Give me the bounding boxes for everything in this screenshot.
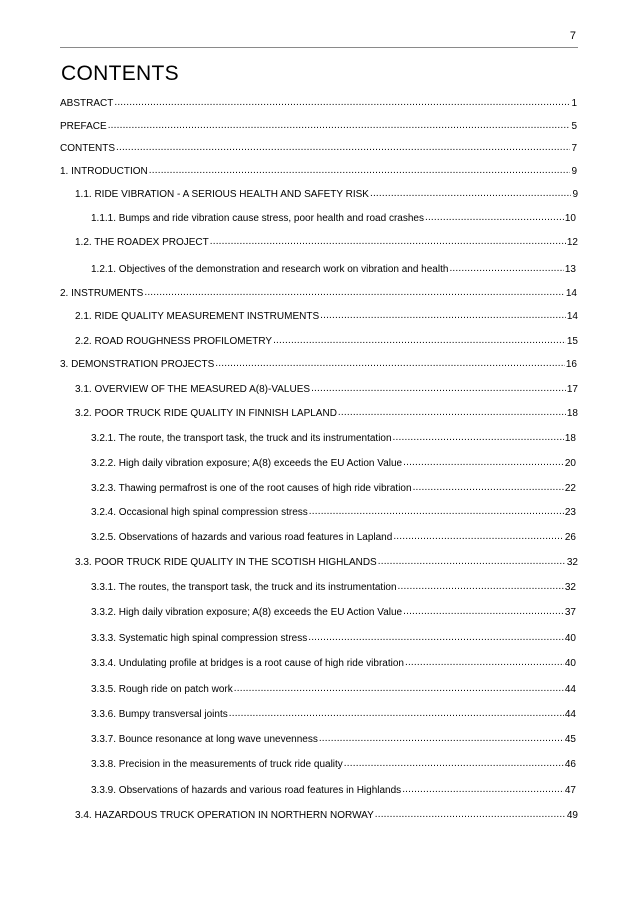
toc-entry[interactable] bbox=[75, 310, 578, 324]
dot-leader bbox=[413, 481, 564, 495]
toc-entry[interactable] bbox=[75, 809, 578, 823]
toc-entry-page: 44 bbox=[564, 684, 576, 695]
toc-entry-label: 3.2. POOR TRUCK RIDE QUALITY IN FINNISH LAPLAND bbox=[75, 408, 337, 419]
toc-entry-label: 3.3.9. Observations of hazards and various road features in Highlands bbox=[91, 785, 402, 796]
toc-entry[interactable] bbox=[75, 236, 578, 250]
toc-entry-page: 10 bbox=[564, 213, 576, 224]
toc-entry[interactable] bbox=[75, 383, 578, 397]
toc-entry-label: 3.4. HAZARDOUS TRUCK OPERATION IN NORTHERN NORWAY bbox=[75, 810, 374, 821]
toc-entry-page: 17 bbox=[566, 384, 578, 395]
toc-entry-page: 20 bbox=[564, 458, 576, 469]
dot-leader bbox=[405, 656, 564, 670]
toc-entry-page: 14 bbox=[566, 311, 578, 322]
toc-entry-label: ABSTRACT bbox=[60, 98, 114, 109]
dot-leader bbox=[144, 286, 565, 300]
toc-entry-label: 2. INSTRUMENTS bbox=[60, 288, 144, 299]
toc-entry-label: 3.3.4. Undulating profile at bridges is a root cause of high ride vibration bbox=[91, 658, 404, 669]
toc-entry-label: 3.3.8. Precision in the measurements of truck ride quality bbox=[91, 759, 343, 770]
header-rule bbox=[60, 47, 578, 48]
toc-entry[interactable] bbox=[60, 97, 577, 111]
toc-entry-page: 46 bbox=[564, 759, 576, 770]
toc-entry-page: 40 bbox=[564, 633, 576, 644]
dot-leader bbox=[234, 682, 564, 696]
toc-entry[interactable] bbox=[75, 556, 578, 570]
toc-entry-label: 1.1.1. Bumps and ride vibration cause stress, poor health and road crashes bbox=[91, 213, 424, 224]
toc-entry-page: 44 bbox=[564, 709, 576, 720]
dot-leader bbox=[338, 406, 566, 420]
toc-entry-page: 13 bbox=[564, 264, 576, 275]
dot-leader bbox=[393, 431, 564, 445]
dot-leader bbox=[375, 808, 566, 822]
toc-entry-label: 3.3.2. High daily vibration exposure; A(8) exceeds the EU Action Value bbox=[91, 607, 403, 618]
dot-leader bbox=[108, 119, 571, 133]
toc-entry-label: 3.1. OVERVIEW OF THE MEASURED A(8)-VALUES bbox=[75, 384, 311, 395]
toc-entry-label: 3.2.5. Observations of hazards and various road features in Lapland bbox=[91, 532, 393, 543]
toc-entry-label: 2.2. ROAD ROUGHNESS PROFILOMETRY bbox=[75, 336, 273, 347]
toc-entry-label: 3.3.1. The routes, the transport task, the truck and its instrumentation bbox=[91, 582, 397, 593]
toc-entry-page: 15 bbox=[566, 336, 578, 347]
toc-entry-page: 47 bbox=[564, 785, 576, 796]
toc-entry-page: 9 bbox=[571, 166, 577, 177]
toc-entry-label: 3. DEMONSTRATION PROJECTS bbox=[60, 359, 215, 370]
toc-entry-page: 23 bbox=[564, 507, 576, 518]
toc-entry-page: 26 bbox=[564, 532, 576, 543]
toc-entry-label: 3.3. POOR TRUCK RIDE QUALITY IN THE SCOTISH HIGHLANDS bbox=[75, 557, 377, 568]
dot-leader bbox=[229, 707, 564, 721]
dot-leader bbox=[311, 382, 566, 396]
toc-entry-page: 49 bbox=[566, 810, 578, 821]
toc-entry-page: 32 bbox=[564, 582, 576, 593]
toc-entry-label: 3.3.7. Bounce resonance at long wave unevenness bbox=[91, 734, 318, 745]
dot-leader bbox=[210, 235, 566, 249]
toc-entry[interactable] bbox=[91, 683, 576, 697]
dot-leader bbox=[370, 187, 571, 201]
toc-entry-label: PREFACE bbox=[60, 121, 107, 132]
toc-entry-label: 3.2.4. Occasional high spinal compression stress bbox=[91, 507, 308, 518]
dot-leader bbox=[320, 309, 566, 323]
toc-entry-page: 1 bbox=[571, 98, 577, 109]
dot-leader bbox=[308, 631, 564, 645]
toc-entry[interactable] bbox=[91, 581, 576, 595]
dot-leader bbox=[344, 757, 564, 771]
dot-leader bbox=[393, 530, 564, 544]
toc-entry-label: 1.2. THE ROADEX PROJECT bbox=[75, 237, 209, 248]
toc-entry[interactable] bbox=[91, 457, 576, 471]
toc-entry[interactable] bbox=[91, 482, 576, 496]
dot-leader bbox=[116, 141, 570, 155]
toc-entry[interactable] bbox=[60, 287, 577, 301]
dot-leader bbox=[403, 605, 564, 619]
toc-entry[interactable] bbox=[75, 335, 578, 349]
toc-entry-page: 32 bbox=[566, 557, 578, 568]
dot-leader bbox=[309, 505, 564, 519]
toc-entry-label: 3.3.3. Systematic high spinal compression stress bbox=[91, 633, 308, 644]
toc-entry[interactable] bbox=[91, 432, 576, 446]
toc-entry[interactable] bbox=[75, 188, 578, 202]
toc-entry[interactable] bbox=[91, 657, 576, 671]
toc-entry[interactable] bbox=[91, 784, 576, 798]
toc-entry[interactable] bbox=[60, 142, 577, 156]
page-number: 7 bbox=[569, 30, 576, 42]
toc-entry-label: 1.1. RIDE VIBRATION - A SERIOUS HEALTH AND SAFETY RISK bbox=[75, 189, 369, 200]
toc-entry[interactable] bbox=[91, 708, 576, 722]
toc-entry-label: 1. INTRODUCTION bbox=[60, 166, 148, 177]
dot-leader bbox=[403, 456, 564, 470]
toc-entry-label: 3.2.3. Thawing permafrost is one of the root causes of high ride vibration bbox=[91, 483, 412, 494]
toc-entry[interactable] bbox=[75, 407, 578, 421]
toc-entry[interactable] bbox=[91, 212, 576, 226]
dot-leader bbox=[319, 732, 564, 746]
toc-entry[interactable] bbox=[91, 733, 576, 747]
dot-leader bbox=[425, 211, 564, 225]
toc-entry-label: 3.3.5. Rough ride on patch work bbox=[91, 684, 233, 695]
toc-entry-label: 3.2.1. The route, the transport task, the truck and its instrumentation bbox=[91, 433, 392, 444]
toc-entry-page: 16 bbox=[565, 359, 577, 370]
dot-leader bbox=[114, 96, 570, 110]
toc-entry[interactable] bbox=[60, 358, 577, 372]
page-title: CONTENTS bbox=[61, 62, 179, 85]
toc-entry-page: 18 bbox=[564, 433, 576, 444]
dot-leader bbox=[449, 262, 563, 276]
dot-leader bbox=[215, 357, 565, 371]
toc-entry-page: 9 bbox=[572, 189, 578, 200]
toc-entry-page: 18 bbox=[566, 408, 578, 419]
dot-leader bbox=[149, 164, 571, 178]
dot-leader bbox=[402, 783, 564, 797]
toc-entry-page: 14 bbox=[565, 288, 577, 299]
toc-entry-page: 7 bbox=[571, 143, 577, 154]
toc-entry[interactable] bbox=[60, 120, 577, 134]
toc-entry-label: 3.3.6. Bumpy transversal joints bbox=[91, 709, 228, 720]
dot-leader bbox=[378, 555, 566, 569]
toc-entry-label: CONTENTS bbox=[60, 143, 115, 154]
toc-entry[interactable] bbox=[91, 606, 576, 620]
toc-entry[interactable] bbox=[91, 758, 576, 772]
toc-entry-page: 12 bbox=[566, 237, 578, 248]
toc-entry[interactable] bbox=[91, 531, 576, 545]
toc-entry-page: 22 bbox=[564, 483, 576, 494]
toc-entry-page: 40 bbox=[564, 658, 576, 669]
dot-leader bbox=[398, 580, 564, 594]
toc-entry[interactable] bbox=[60, 165, 577, 179]
toc-entry-page: 5 bbox=[571, 121, 577, 132]
toc-entry-label: 1.2.1. Objectives of the demonstration and research work on vibration and health bbox=[91, 264, 449, 275]
dot-leader bbox=[273, 334, 566, 348]
toc-entry[interactable] bbox=[91, 506, 576, 520]
toc-entry-page: 45 bbox=[564, 734, 576, 745]
toc-entry-label: 3.2.2. High daily vibration exposure; A(8) exceeds the EU Action Value bbox=[91, 458, 403, 469]
toc-entry-page: 37 bbox=[564, 607, 576, 618]
toc-entry-label: 2.1. RIDE QUALITY MEASUREMENT INSTRUMENTS bbox=[75, 311, 320, 322]
toc-entry[interactable] bbox=[91, 632, 576, 646]
toc-entry[interactable] bbox=[91, 263, 576, 277]
